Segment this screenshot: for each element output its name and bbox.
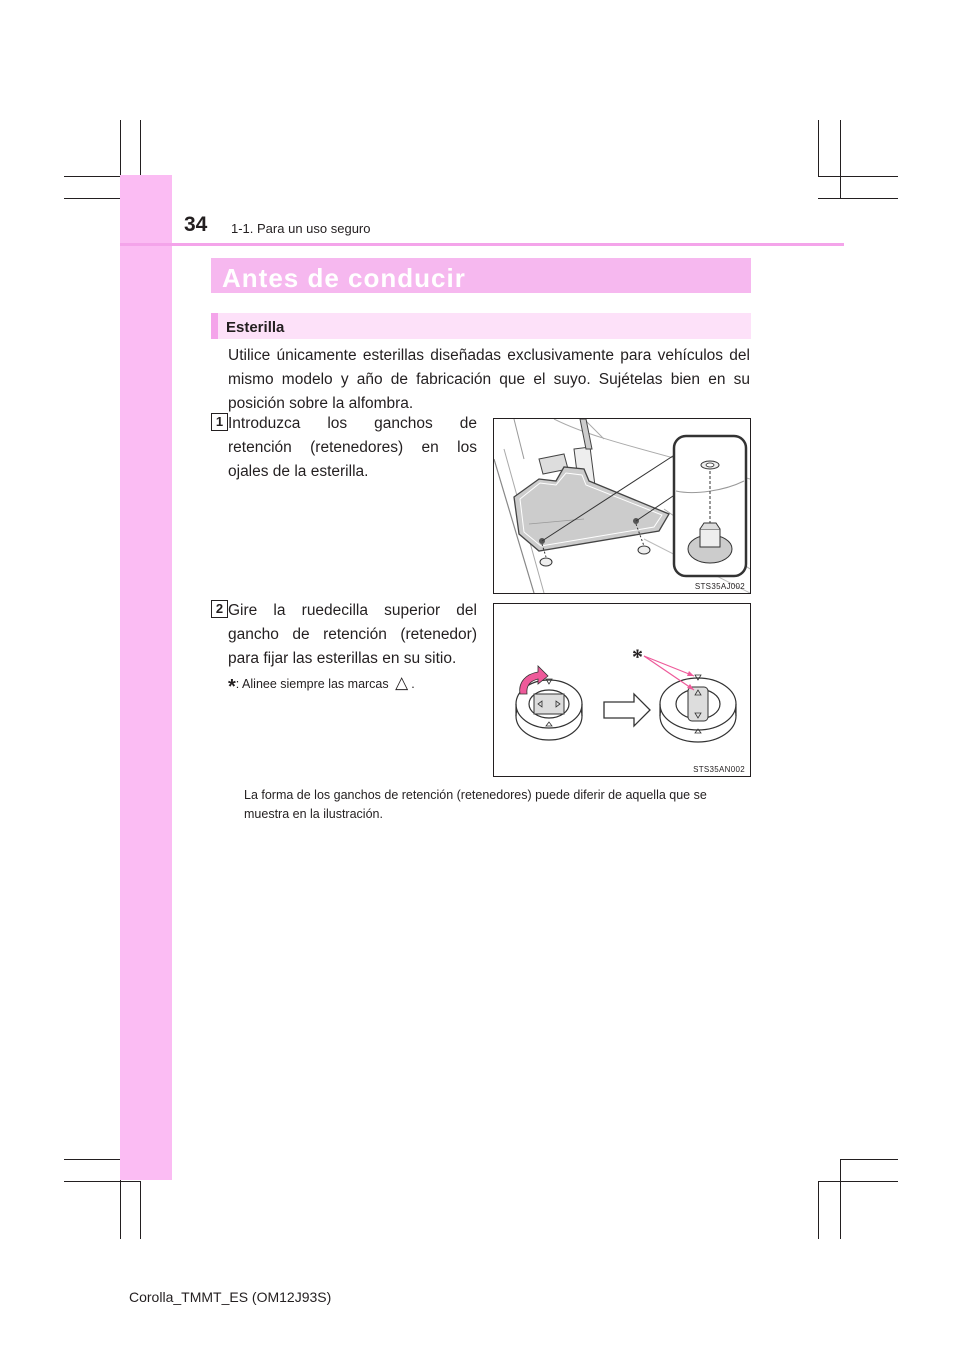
subsection-bar [211,313,751,339]
note [228,673,415,699]
triangle-icon: △ [395,673,409,692]
subsection-title: Esterilla [226,319,285,336]
step-2-text: Gire la ruedecilla superior del gancho de retención (retenedor) para fijar las esterillas en su sitio. [228,602,477,667]
retainer-illustration [494,604,750,776]
crop-mark [818,120,819,176]
note-end: . [411,677,415,691]
figure-floor-mat [493,418,751,594]
crop-mark [840,120,841,199]
crop-mark [818,1181,898,1182]
svg-text:*: * [632,644,643,669]
intro-paragraph: Utilice únicamente esterillas diseñadas exclusivamente para vehículos del mismo modelo y año de fabricación que el suyo. Sujételas bien en su posición sobre la alfombra. [228,347,750,412]
figure-retainer-turn [493,603,751,777]
crop-mark [64,1181,141,1182]
header-rule [120,243,844,246]
step-1-text: Introduzca los ganchos de retención (retenedores) en los ojales de la esterilla. [228,415,477,480]
crop-mark [818,198,898,199]
figure-code: STS35AN002 [693,765,745,774]
crop-mark [140,1181,141,1239]
page-number: 34 [184,213,208,236]
crop-mark [840,1159,841,1239]
note-text: : Alinee siempre las marcas [235,677,389,691]
step-number-1: 1 [211,413,228,431]
crop-mark [840,1159,898,1160]
crop-mark [818,176,898,177]
figure-caption: La forma de los ganchos de retención (retenedores) puede diferir de aquella que se muestra en la ilustración. [244,788,707,821]
crop-mark [120,120,121,176]
note-marker: * [228,676,236,698]
floor-mat-illustration [494,419,750,593]
step-number-2: 2 [211,600,228,618]
figure-code: STS35AJ002 [694,582,745,591]
page-title: Antes de conducir [222,263,466,293]
section-sidebar [120,175,172,1180]
footer-model-code: Corolla_TMMT_ES (OM12J93S) [129,1289,332,1305]
section-reference: 1-1. Para un uso seguro [231,221,371,236]
crop-mark [818,1181,819,1239]
